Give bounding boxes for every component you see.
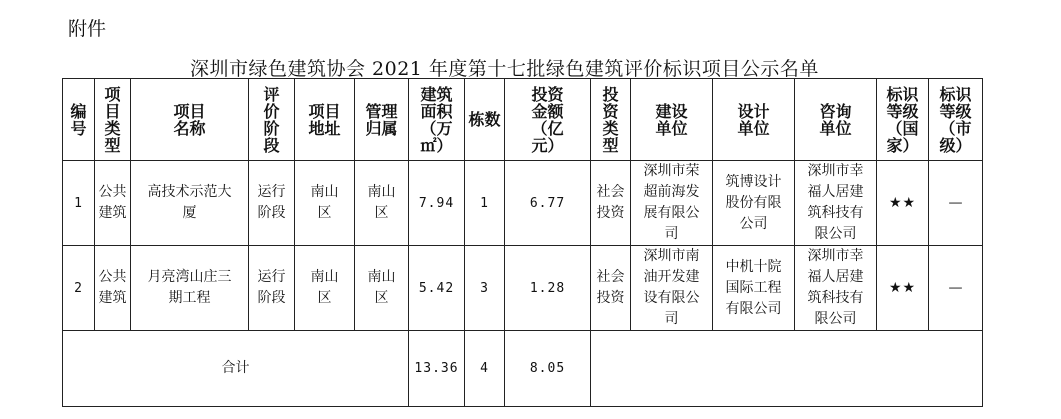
builder-unit: 深圳市南 油开发建 设有限公 司 bbox=[631, 246, 713, 331]
total-area: 13.36 bbox=[409, 331, 465, 407]
total-empty-cell bbox=[591, 331, 983, 407]
design-unit: 筑博设计 股份有限 公司 bbox=[713, 161, 795, 246]
building-area: 5.42 bbox=[409, 246, 465, 331]
city-rating: — bbox=[929, 161, 983, 246]
header-cell: 建设 单位 bbox=[631, 79, 713, 161]
design-unit: 中机十院 国际工程 有限公司 bbox=[713, 246, 795, 331]
attachment-label: 附件 bbox=[68, 18, 107, 40]
building-count: 3 bbox=[465, 246, 505, 331]
header-cell: 评 价 阶 段 bbox=[249, 79, 295, 161]
header-cell: 栋数 bbox=[465, 79, 505, 161]
header-cell: 编 号 bbox=[63, 79, 95, 161]
national-rating-stars: ★★ bbox=[877, 161, 929, 246]
header-cell: 投 资 类 型 bbox=[591, 79, 631, 161]
management-belong: 南山 区 bbox=[355, 161, 409, 246]
project-address: 南山 区 bbox=[295, 246, 355, 331]
header-cell: 管理 归属 bbox=[355, 79, 409, 161]
investment-type: 社会 投资 bbox=[591, 161, 631, 246]
row-number: 2 bbox=[63, 246, 95, 331]
project-name: 高技术示范大 厦 bbox=[131, 161, 249, 246]
consulting-unit: 深圳市幸 福人居建 筑科技有 限公司 bbox=[795, 246, 877, 331]
investment-type: 社会 投资 bbox=[591, 246, 631, 331]
project-address: 南山 区 bbox=[295, 161, 355, 246]
table-header-row bbox=[63, 79, 983, 161]
investment-amount: 1.28 bbox=[505, 246, 591, 331]
consulting-unit: 深圳市幸 福人居建 筑科技有 限公司 bbox=[795, 161, 877, 246]
project-name: 月亮湾山庄三 期工程 bbox=[131, 246, 249, 331]
table-row bbox=[63, 246, 983, 331]
project-type: 公共 建筑 bbox=[95, 161, 131, 246]
header-cell: 投资 金额 （亿 元） bbox=[505, 79, 591, 161]
header-cell: 设计 单位 bbox=[713, 79, 795, 161]
investment-amount: 6.77 bbox=[505, 161, 591, 246]
builder-unit: 深圳市荣 超前海发 展有限公 司 bbox=[631, 161, 713, 246]
total-investment: 8.05 bbox=[505, 331, 591, 407]
total-row bbox=[63, 331, 983, 407]
evaluation-stage: 运行 阶段 bbox=[249, 246, 295, 331]
city-rating: — bbox=[929, 246, 983, 331]
building-count: 1 bbox=[465, 161, 505, 246]
project-type: 公共 建筑 bbox=[95, 246, 131, 331]
total-label: 合计 bbox=[63, 331, 409, 407]
header-cell: 建筑 面积 （万 ㎡） bbox=[409, 79, 465, 161]
management-belong: 南山 区 bbox=[355, 246, 409, 331]
header-cell: 咨询 单位 bbox=[795, 79, 877, 161]
total-buildings: 4 bbox=[465, 331, 505, 407]
header-cell: 标识 等级 （国 家） bbox=[877, 79, 929, 161]
header-cell: 项目 名称 bbox=[131, 79, 249, 161]
header-cell: 项目 地址 bbox=[295, 79, 355, 161]
table-row bbox=[63, 161, 983, 246]
national-rating-stars: ★★ bbox=[877, 246, 929, 331]
header-cell: 项 目 类 型 bbox=[95, 79, 131, 161]
project-table bbox=[62, 78, 983, 407]
evaluation-stage: 运行 阶段 bbox=[249, 161, 295, 246]
row-number: 1 bbox=[63, 161, 95, 246]
building-area: 7.94 bbox=[409, 161, 465, 246]
document-title: 深圳市绿色建筑协会 2021 年度第十七批绿色建筑评价标识项目公示名单 bbox=[190, 58, 819, 80]
header-cell: 标识 等级 （市 级） bbox=[929, 79, 983, 161]
